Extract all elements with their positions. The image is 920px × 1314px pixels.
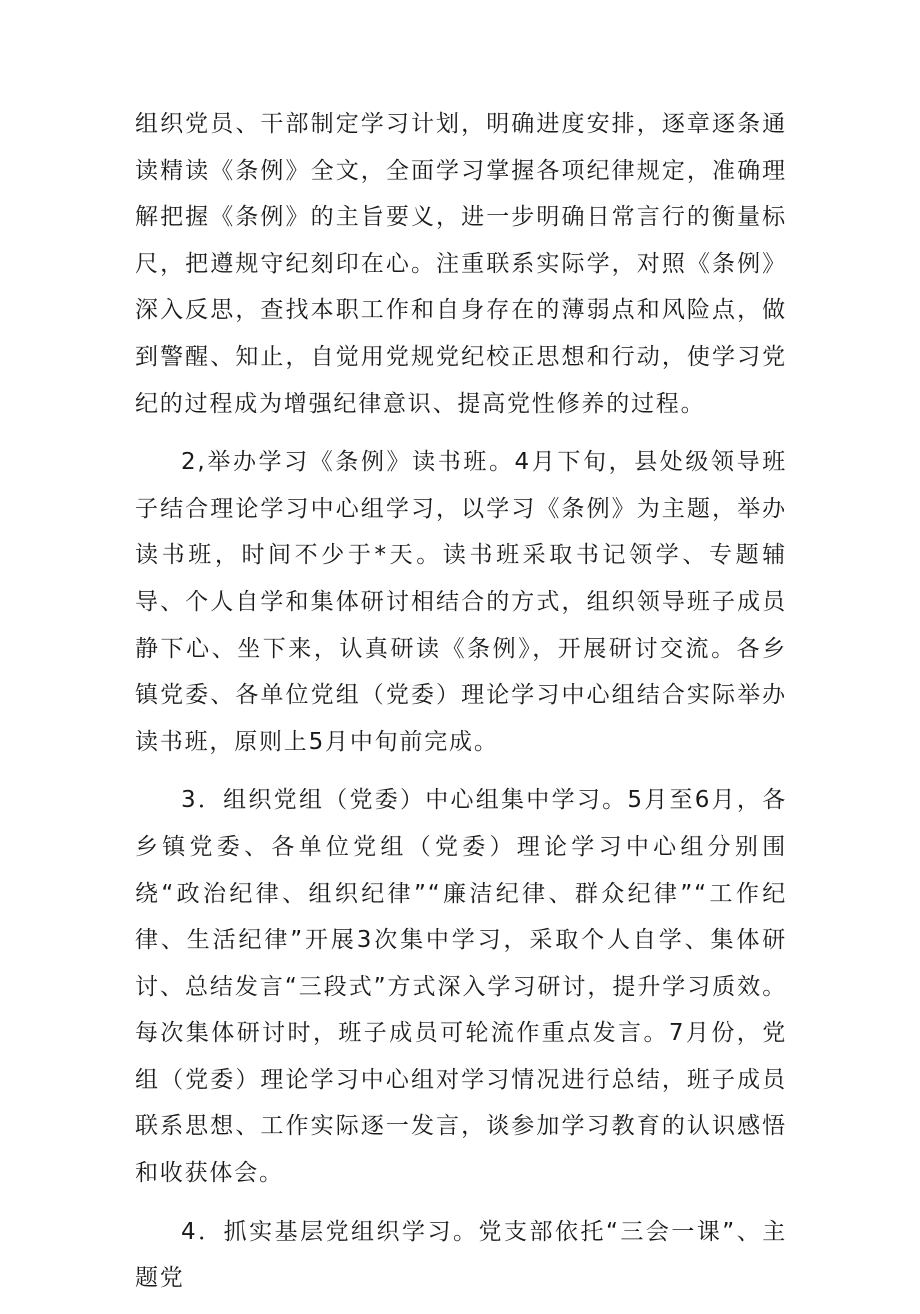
paragraph-1: 组织党员、干部制定学习计划，明确进度安排，逐章逐条通读精读《条例》全文，全面学习掌握各项纪律规定，准确理解把握《条例》的主旨要义，进一步明确日常言行的衡量标尺，把遵规守纪刻印在心。注重联系实际学，对照《条例》深入反思，查找本职工作和自身存在的薄弱点和风险点，做到警醒、知止，自觉用党规党纪校正思想和行动，使学习党纪的过程成为增强纪律意识、提高党性修养的过程。 [135,111,787,417]
paragraph-3: 3．组织党组（党委）中心组集中学习。5月至6月，各乡镇党委、各单位党组（党委）理论学习中心组分别围绕“政治纪律、组织纪律”“廉洁纪律、群众纪律”“工作纪律、生活纪律”开展3次集中学习，采取个人自学、集体研讨、总结发言“三段式”方式深入学习研讨，提升学习质效。每次集体研讨时，班子成员可轮流作重点发言。7月份，党组（党委）理论学习中心组对学习情况进行总结，班子成员联系思想、工作实际逐一发言，谈参加学习教育的认识感悟和收获体会。 [135,787,787,1187]
paragraph-2: 2,举办学习《条例》读书班。4月下旬，县处级领导班子结合理论学习中心组学习，以学习《条例》为主题，举办读书班，时间不少于*天。读书班采取书记领学、专题辅导、个人自学和集体研讨相结合的方式，组织领导班子成员静下心、坐下来，认真研读《条例》，开展研讨交流。各乡镇党委、各单位党组（党委）理论学习中心组结合实际举办读书班，原则上5月中旬前完成。 [135,449,787,755]
document-body [135,101,787,1314]
paragraph-4: 4．抓实基层党组织学习。党支部依托“三会一课”、主题党 [135,1218,787,1292]
